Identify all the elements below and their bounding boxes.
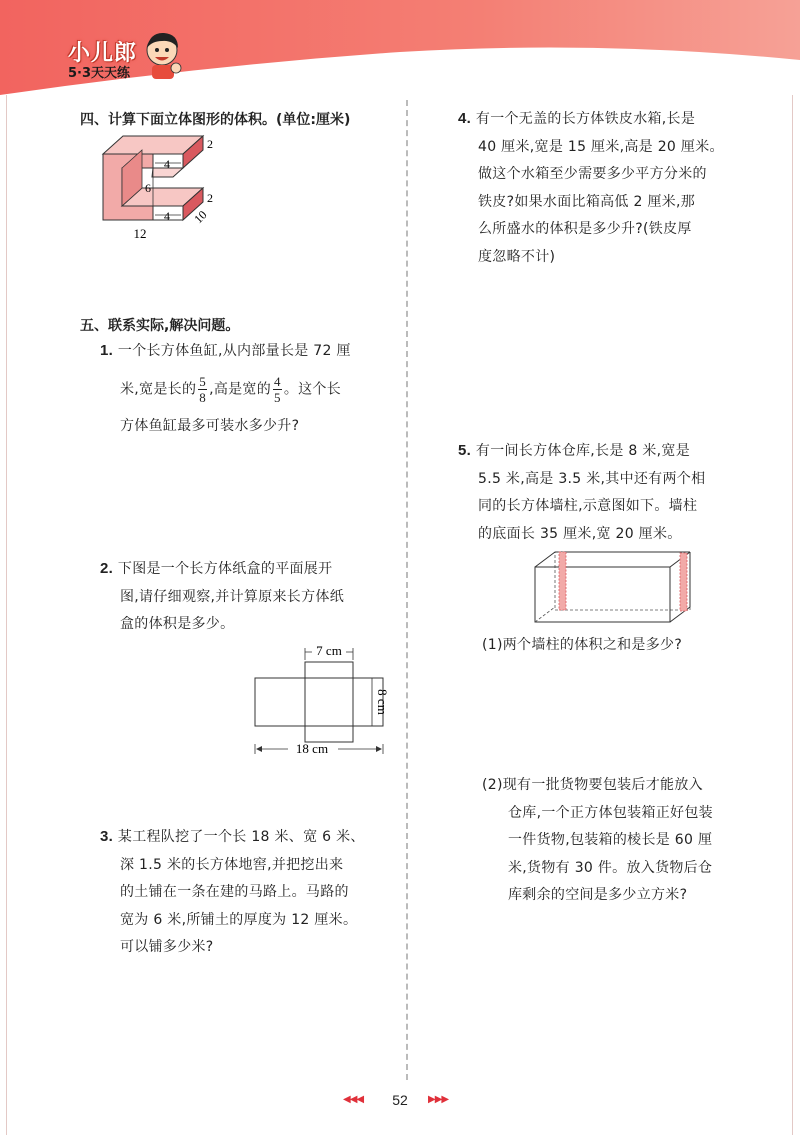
c-shape-solid-figure	[95, 132, 225, 244]
question-5-part-1: (1)两个墙柱的体积之和是多少?	[482, 637, 683, 653]
dim-length: 12	[133, 226, 147, 241]
prev-arrows-icon: ◀◀◀	[343, 1094, 364, 1105]
logo-title: 小儿郎	[68, 41, 138, 66]
dim-bottom-notch: 4	[164, 209, 170, 223]
dim-top-right: 2	[207, 137, 213, 151]
question-5-part-2: (2)现有一批货物要包装后才能放入 仓库,一个正方体包装箱正好包装 一件货物,包装箱的棱长是 60 厘 米,货物有 30 件。放入货物后仓 库剩余的空间是多少立方米?	[482, 777, 713, 903]
net-side-label: 8 cm	[375, 689, 390, 715]
box-net-diagram	[250, 640, 390, 760]
page-number: 52	[392, 1092, 408, 1108]
pillar-left	[559, 552, 566, 610]
question-3: 3. 某工程队挖了一个长 18 米、宽 6 米、 深 1.5 米的长方体地窖,并把挖出来 的土铺在一条在建的马路上。马路的 宽为 6 米,所铺土的厚度为 12 厘米。 可以铺多少米?	[100, 828, 365, 955]
dim-depth: 10	[191, 207, 210, 227]
warehouse-diagram	[530, 547, 695, 627]
question-2: 2. 下图是一个长方体纸盒的平面展开 图,请仔细观察,并计算原来长方体纸 盒的体积是多少。	[100, 560, 344, 632]
fraction-4-5: $\frac{4}{5}$	[274, 373, 281, 405]
net-top-label: 7 cm	[316, 643, 342, 658]
dim-top-notch: 4	[164, 157, 170, 171]
section-5-title: 五、联系实际,解决问题。	[80, 318, 240, 334]
dim-mid-right: 2	[207, 191, 213, 205]
dim-height: 6	[145, 181, 151, 195]
net-bottom-label: 18 cm	[295, 741, 329, 756]
mascot-boy-icon	[140, 28, 186, 80]
column-divider	[406, 100, 408, 1080]
question-4: 4. 有一个无盖的长方体铁皮水箱,长是 40 厘米,宽是 15 厘米,高是 20 厘米。 做这个水箱至少需要多少平方分米的 铁皮?如果水面比箱高低 2 厘米,那 么所盛水的体积是多少升?(铁皮厚 度忽略不计)	[458, 110, 724, 265]
question-5: 5. 有一间长方体仓库,长是 8 米,宽是 5.5 米,高是 3.5 米,其中还有两个相 同的长方体墙柱,示意图如下。墙柱 的底面长 35 厘米,宽 20 厘米。	[458, 442, 706, 542]
page-edge-right	[792, 95, 793, 1135]
section-4-title: 四、计算下面立体图形的体积。(单位:厘米)	[80, 112, 351, 128]
fraction-5-8: $\frac{5}{8}$	[199, 373, 207, 405]
question-1: 1. 一个长方体鱼缸,从内部量长是 72 厘 米,宽是长的 $\frac{5}{8}$ ,高是宽的 $\frac{4}{5}$ 。这个长 方体鱼缸最多可装水多少升?	[100, 342, 351, 434]
logo-subtitle: 5·3天天练	[68, 66, 131, 81]
next-arrows-icon: ▶▶▶	[428, 1094, 449, 1105]
page-edge-left	[6, 95, 7, 1135]
pillar-right	[680, 553, 687, 611]
